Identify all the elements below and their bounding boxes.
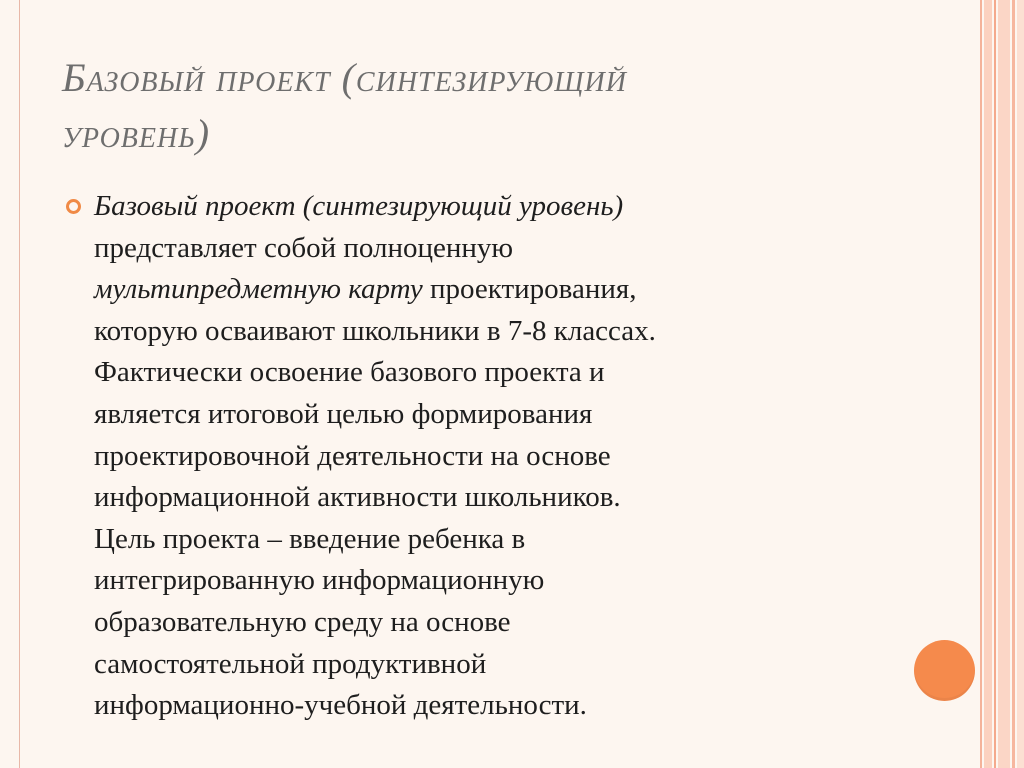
text-segment: является итоговой целью формирования — [94, 397, 593, 430]
right-stripe — [1017, 0, 1024, 768]
bullet-text-line — [94, 602, 882, 644]
slide-title-line: уровень) — [62, 111, 211, 156]
text-segment: проектировочной деятельности на основе — [94, 439, 611, 472]
bullet-text-line — [94, 685, 882, 727]
text-segment: Фактически освоение базового проекта и — [94, 356, 605, 389]
bullet-text-line — [94, 352, 882, 394]
left-guide-line — [19, 0, 20, 768]
right-stripe — [980, 0, 982, 768]
slide-title-line: Базовый проект (синтезирующий — [62, 55, 627, 100]
bullet-text-line — [94, 560, 882, 602]
bullet-text — [94, 186, 882, 727]
bullet-text-line — [94, 269, 882, 311]
ring-bullet-icon — [66, 199, 81, 214]
text-segment: которую осваивают школьники в 7-8 классах. — [94, 314, 656, 347]
text-segment: информационно-учебной деятельности. — [94, 689, 587, 722]
bullet-text-line — [94, 394, 882, 436]
text-segment: интегрированную информационную — [94, 564, 545, 597]
text-segment: представляет собой полноценную — [94, 231, 514, 264]
bullet-item — [62, 186, 882, 727]
bullet-text-line — [94, 644, 882, 686]
right-stripe — [998, 0, 1010, 768]
bullet-text-line — [94, 477, 882, 519]
text-segment: образовательную среду на основе — [94, 605, 511, 638]
italic-phrase: Базовый проект (синтезирующий уровень) — [94, 190, 624, 222]
bullet-text-line — [94, 186, 882, 228]
bullet-text-line — [94, 311, 882, 353]
text-segment: Цель проекта – введение ребенка в — [94, 522, 526, 555]
bullet-text-line — [94, 228, 882, 270]
right-stripe — [984, 0, 992, 768]
slide-title — [62, 50, 942, 162]
bullet-text-line — [94, 436, 882, 478]
text-segment: проектирования, — [422, 273, 637, 306]
right-stripe — [994, 0, 996, 768]
right-stripe — [1012, 0, 1015, 768]
bullet-text-line — [94, 519, 882, 561]
text-segment: информационной активности школьников. — [94, 481, 621, 514]
text-segment: самостоятельной продуктивной — [94, 647, 487, 680]
orange-circle-decoration — [914, 640, 975, 701]
italic-phrase: мультипредметную карту — [94, 273, 423, 306]
